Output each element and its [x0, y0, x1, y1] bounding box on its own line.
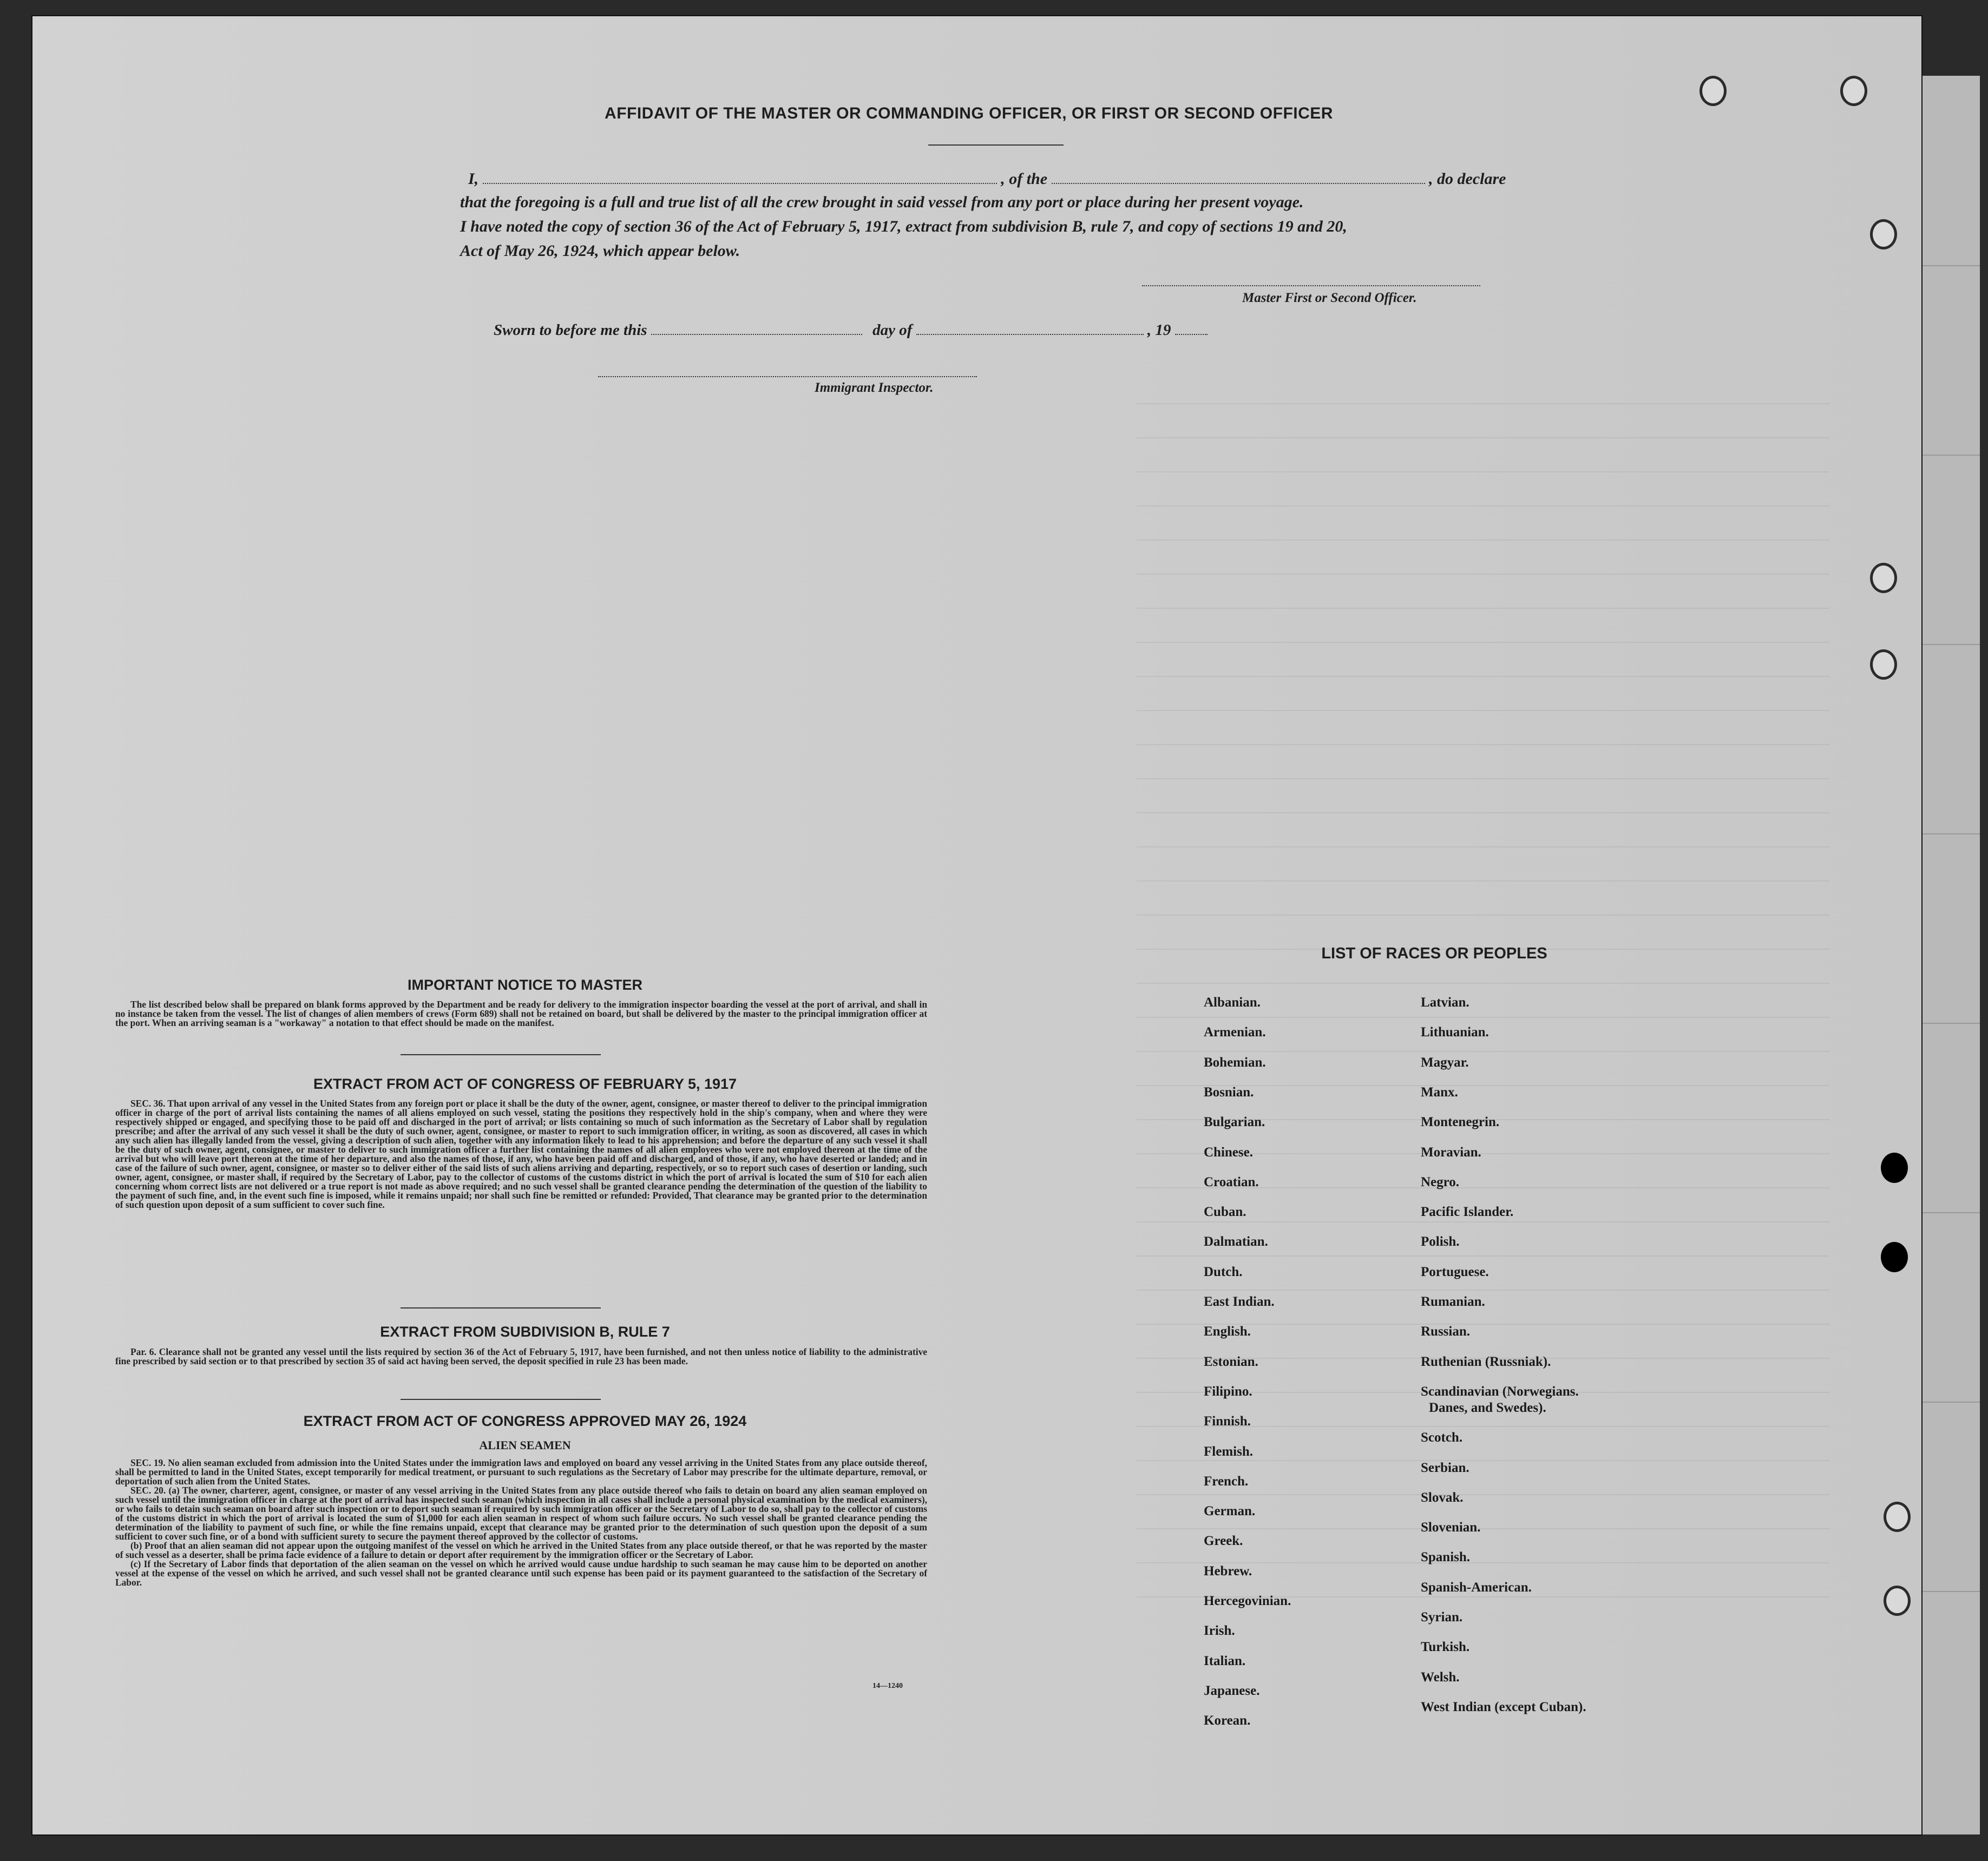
- race-item: Hebrew.: [1204, 1563, 1252, 1579]
- bleed-row: [1137, 540, 1829, 541]
- bleed-row: [1137, 1494, 1829, 1495]
- races-title: LIST OF RACES OR PEOPLES: [1321, 945, 1547, 962]
- declaration-line: [468, 170, 1506, 188]
- race-item: Turkish.: [1421, 1640, 1470, 1655]
- race-item: Japanese.: [1204, 1683, 1260, 1698]
- declaration-text-line: I have noted the copy of section 36 of the Act of February 5, 1917, extract from subdivision B, rule 7, and copy of sections 19 and 20,: [460, 218, 1347, 235]
- do-declare-label: , do declare: [1429, 170, 1506, 188]
- bleed-row: [1137, 710, 1829, 711]
- bleed-row: [1137, 915, 1829, 916]
- affidavit-title: AFFIDAVIT OF THE MASTER OR COMMANDING OFFICER, OR FIRST OR SECOND OFFICER: [605, 104, 1333, 122]
- adjacent-page-edge: [1919, 76, 1980, 1834]
- bleed-row: [1137, 608, 1829, 609]
- race-item: Spanish.: [1421, 1550, 1471, 1565]
- race-item: Slovak.: [1421, 1490, 1464, 1505]
- race-item: German.: [1204, 1504, 1256, 1519]
- sec19-paragraph: SEC. 19. No alien seaman excluded from admission into the United States under the immigration laws and employed on board any vessel arriving in the United States from any place outside thereof, shall be permitted to land in the United States, except temporarily for medical treatment, or pursuant to such regulations as the Secretary of Labor may prescribe for the ultimate departure, removal, or deportation of such alien from the United States.: [115, 1457, 927, 1487]
- bleed-row: [1137, 403, 1829, 404]
- race-item: Albanian.: [1204, 995, 1261, 1010]
- extract-1924-title: EXTRACT FROM ACT OF CONGRESS APPROVED MAY 26, 1924: [303, 1413, 747, 1429]
- sec36-paragraph: SEC. 36. That upon arrival of any vessel in the United States from any foreign port or place it shall be the duty of the owner, agent, consignee, or master thereof to deliver to the principal immigration officer in charge of the port of arrival lists containing the names of all aliens employed on such vessel, stating the positions they respectively hold in the ship's company, when and where they were respectively shipped or engaged, and specifying those to be paid off and discharged in the port of arrival; or lists containing so much of such information as the Secretary of Labor shall by regulation prescribe; and after the arrival of any such vessel it shall be the duty of such owner, agent, consignee, or master to report to such immigration officer, in writing, as soon as discovered, all cases in which any such alien has illegally landed from the vessel, giving a description of such alien, together with any information likely to lead to his apprehension; and before the departure of any such vessel it shall be the duty of such owner, agent, consignee, or master to deliver to such immigration officer a further list containing the names of all alien employees who were not employed thereon at the time of the arrival but who will leave port thereon at the time of her departure, and also the names of those, if any, who have been paid off and discharged, and of those, if any, who have deserted or landed; and in case of the failure of such owner, agent, consignee, or master so to deliver either of the said lists of such aliens arriving and departing, respectively, or so to report such cases of desertion or landing, such owner, agent, consignee, or master shall, if required by the Secretary of Labor, pay to the collector of customs of the customs district in which the port of arrival is located the sum of $10 for each alien concerning whom correct lists are not delivered or a true report is not made as above required; and no such vessel shall be granted clearance pending the determination of the question of the liability to the payment of such fine, and, in the event such fine is imposed, while it remains unpaid; nor shall such fine be remitted or refunded: Provided, That clearance may be granted prior to the determination of such question upon deposit of a sum sufficient to cover such fine.: [115, 1098, 927, 1210]
- form-number: 14—1240: [872, 1682, 903, 1690]
- binder-hole-icon: [1884, 1586, 1911, 1616]
- sec20a-paragraph: SEC. 20. (a) The owner, charterer, agent, consignee, or master of any vessel arriving in the United States from any place outside thereof who fails to detain on board any alien seaman employed on such vessel until the immigration officer in charge at the port of arrival has inspected such seaman (which inspection in all cases shall include a personal physical examination by the medical examiners), or who fails to detain such seaman on board after such inspection or to deport such seaman if required by such immigration officer or the Secretary of Labor to do so, shall pay to the collector of customs of the customs district in which the port of arrival is located the sum of $1,000 for each alien seaman in respect of whom such failure occurs. No such vessel shall be granted clearance pending the determination of the liability to payment of such fine, or while the fine remains unpaid, except that clearance may be granted prior to the determination of such question upon the deposit of a sum sufficient to cover such fine, or of a bond with sufficient surety to secure the payment thereof approved by the collector of customs.: [115, 1485, 927, 1542]
- race-item: Lithuanian.: [1421, 1025, 1489, 1040]
- section-divider: [401, 1054, 601, 1055]
- race-item: West Indian (except Cuban).: [1421, 1699, 1586, 1714]
- binder-hole-icon: [1700, 76, 1727, 106]
- notice-title: IMPORTANT NOTICE TO MASTER: [408, 977, 642, 993]
- sec20b-paragraph: (b) Proof that an alien seaman did not appear upon the outgoing manifest of the vessel on which he arrived in the United States from any place outside thereof, or that he was reported by the master of such vessel as a deserter, shall be prima facie evidence of a failure to detain or deport after requirement by the immigration officer or the Secretary of Labor.: [115, 1540, 927, 1560]
- race-item: Serbian.: [1421, 1460, 1469, 1475]
- race-item: Danes, and Swedes).: [1429, 1400, 1546, 1415]
- race-item: Armenian.: [1204, 1025, 1266, 1040]
- binder-hole-icon: [1870, 563, 1897, 593]
- bleed-row: [1137, 983, 1829, 984]
- extract-1917-title: EXTRACT FROM ACT OF CONGRESS OF FEBRUARY 5, 1917: [313, 1076, 737, 1092]
- race-item: Korean.: [1204, 1713, 1251, 1728]
- sworn-label: Sworn to before me this: [494, 321, 647, 339]
- race-item: Scandinavian (Norwegians.: [1421, 1384, 1579, 1399]
- bleed-row: [1137, 471, 1829, 472]
- race-item: Russian.: [1421, 1324, 1471, 1339]
- race-item: Portuguese.: [1421, 1264, 1489, 1279]
- bleed-row: [1137, 1255, 1829, 1257]
- binder-hole-icon: [1881, 1153, 1908, 1183]
- race-item: Croatian.: [1204, 1174, 1259, 1189]
- extract-1924-text: [115, 1458, 927, 1587]
- bleed-row: [1137, 812, 1829, 813]
- year-label: , 19: [1147, 321, 1171, 339]
- race-item: Dalmatian.: [1204, 1234, 1268, 1250]
- race-item: Magyar.: [1421, 1055, 1469, 1070]
- bleed-row: [1137, 574, 1829, 575]
- race-item: Ruthenian (Russniak).: [1421, 1354, 1551, 1369]
- race-item: Estonian.: [1204, 1354, 1258, 1369]
- inspector-signature-line[interactable]: [598, 376, 977, 377]
- bleed-row: [1137, 1528, 1829, 1529]
- notice-text: [115, 1000, 927, 1028]
- title-divider: [928, 144, 1064, 146]
- race-item: Italian.: [1204, 1653, 1246, 1668]
- race-item: Hercegovinian.: [1204, 1594, 1291, 1608]
- par6-paragraph: Par. 6. Clearance shall not be granted any vessel until the lists required by section 36 of the Act of February 5, 1917, have been furnished, and not then unless notice of liability to the administrative fine prescribed by said section or to that prescribed by section 35 of said act having been served, the deposit specified in rule 23 has been made.: [115, 1346, 927, 1366]
- bleed-row: [1137, 505, 1829, 507]
- race-item: Chinese.: [1204, 1145, 1253, 1160]
- race-item: Dutch.: [1204, 1264, 1243, 1279]
- race-item: Irish.: [1204, 1623, 1235, 1639]
- binder-hole-icon: [1840, 76, 1867, 106]
- declaration-text-line: Act of May 26, 1924, which appear below.: [460, 242, 740, 260]
- master-signature-label: Master First or Second Officer.: [1242, 291, 1417, 305]
- race-item: Filipino.: [1204, 1384, 1252, 1399]
- vessel-name-field[interactable]: [1052, 171, 1425, 184]
- bleed-row: [1137, 676, 1829, 677]
- bleed-row: [1137, 744, 1829, 745]
- race-item: Latvian.: [1421, 995, 1469, 1010]
- race-item: Manx.: [1421, 1084, 1458, 1100]
- bleed-row: [1137, 1290, 1829, 1291]
- race-item: Negro.: [1421, 1174, 1460, 1189]
- extract-1917-text: [115, 1099, 927, 1209]
- bleed-row: [1137, 1051, 1829, 1052]
- race-item: Cuban.: [1204, 1205, 1246, 1220]
- day-of-label: day of: [872, 321, 913, 339]
- declarant-name-field[interactable]: [483, 171, 997, 184]
- race-item: French.: [1204, 1474, 1249, 1489]
- binder-hole-icon: [1870, 219, 1897, 249]
- sworn-line: [494, 321, 1208, 339]
- bleed-row: [1137, 846, 1829, 847]
- race-item: Polish.: [1421, 1234, 1460, 1250]
- notice-paragraph: The list described below shall be prepared on blank forms approved by the Department and be ready for delivery to the immigration inspector boarding the vessel at the port of arrival, and shall in no instance be taken from the vessel. The list of changes of alien members of crews (Form 689) shall not be retained on board, but shall be delivered by the master to the principal immigration officer at the port. When an arriving seaman is a "workaway" a notation to that effect should be made on the manifest.: [115, 999, 927, 1028]
- race-item: Syrian.: [1421, 1610, 1463, 1625]
- master-signature-line[interactable]: [1142, 285, 1480, 286]
- bleed-row: [1137, 1017, 1829, 1018]
- race-item: Spanish-American.: [1421, 1580, 1532, 1595]
- sec20c-paragraph: (c) If the Secretary of Labor finds that deportation of the alien seaman on the vessel on which he arrived would cause undue hardship to such seaman he may cause him to be deported on another vessel at the expense of the vessel on which he arrived, and such vessel shall not be granted clearance until such expense has been paid or its payment guaranteed to the satisfaction of the Secretary of Labor.: [115, 1558, 927, 1588]
- race-item: Pacific Islander.: [1421, 1205, 1514, 1220]
- race-item: Slovenian.: [1421, 1520, 1481, 1535]
- extract-rule7-title: EXTRACT FROM SUBDIVISION B, RULE 7: [380, 1324, 670, 1340]
- of-the-label: , of the: [1001, 170, 1048, 188]
- declaration-text-line: that the foregoing is a full and true list of all the crew brought in said vessel from any port or place during her present voyage.: [460, 193, 1304, 211]
- bleed-row: [1137, 642, 1829, 643]
- race-item: Moravian.: [1421, 1145, 1481, 1160]
- sworn-day-field[interactable]: [651, 322, 862, 335]
- section-divider: [401, 1307, 601, 1308]
- race-item: Finnish.: [1204, 1414, 1251, 1429]
- binder-hole-icon: [1870, 649, 1897, 680]
- race-item: Flemish.: [1204, 1444, 1253, 1459]
- race-item: Bulgarian.: [1204, 1115, 1265, 1130]
- alien-seamen-subtitle: ALIEN SEAMEN: [479, 1438, 571, 1452]
- binder-hole-icon: [1884, 1502, 1911, 1532]
- bleed-row: [1137, 437, 1829, 438]
- bleed-row: [1137, 778, 1829, 779]
- extract-rule7-text: [115, 1347, 927, 1366]
- race-item: Montenegrin.: [1421, 1115, 1500, 1130]
- race-item: Bosnian.: [1204, 1084, 1254, 1100]
- race-item: Bohemian.: [1204, 1055, 1266, 1070]
- bleed-row: [1137, 1221, 1829, 1222]
- race-item: Welsh.: [1421, 1669, 1460, 1685]
- sworn-year-field[interactable]: [1175, 322, 1208, 335]
- inspector-signature-label: Immigrant Inspector.: [815, 380, 934, 395]
- binder-hole-icon: [1881, 1242, 1908, 1272]
- race-item: Scotch.: [1421, 1430, 1463, 1445]
- race-item: Greek.: [1204, 1534, 1243, 1549]
- declarant-label: I,: [468, 170, 479, 188]
- race-item: English.: [1204, 1324, 1251, 1339]
- race-item: East Indian.: [1204, 1294, 1275, 1309]
- race-item: Rumanian.: [1421, 1294, 1485, 1309]
- sworn-month-field[interactable]: [916, 322, 1144, 335]
- section-divider: [401, 1399, 601, 1400]
- bleed-row: [1137, 1460, 1829, 1461]
- bleed-row: [1137, 880, 1829, 882]
